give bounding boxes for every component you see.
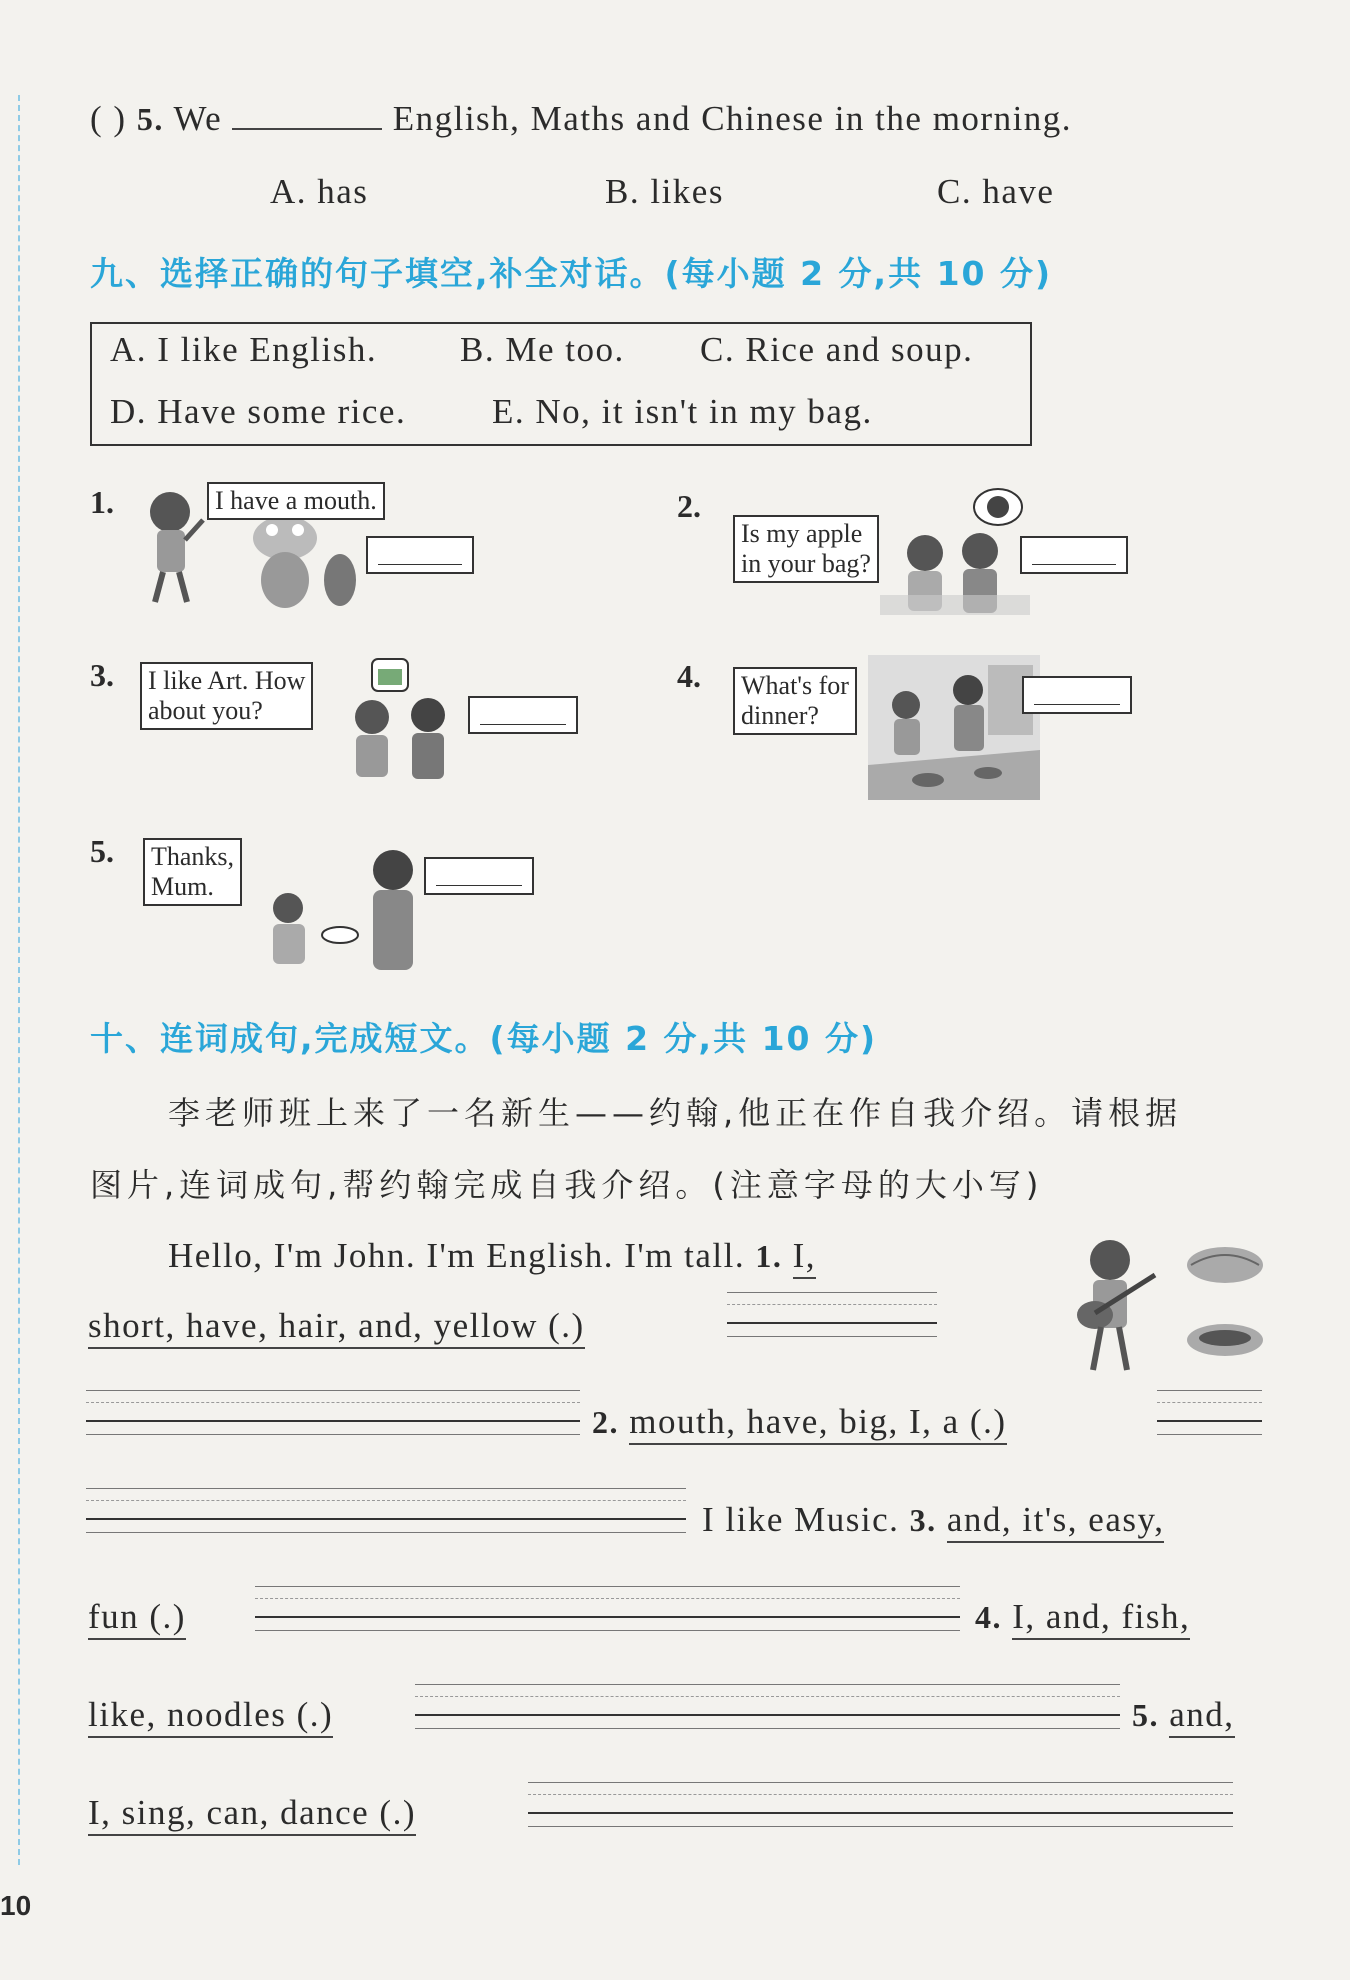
dialog5-answer-box[interactable] [424, 857, 534, 895]
dialog2-picture [880, 485, 1030, 620]
passage-q3-words-a: and, it's, easy, [947, 1500, 1165, 1543]
dialog3-bubble [140, 662, 313, 730]
dialog1-number: 1. [90, 484, 114, 520]
dialog3-answer-box[interactable] [468, 696, 578, 734]
dialog4-bubble-line2: dinner? [741, 701, 819, 730]
choice-d: D. Have some rice. [110, 392, 407, 431]
passage-start-text: Hello, I'm John. I'm English. I'm tall. [168, 1236, 746, 1275]
passage-middle-text: I like Music. [702, 1500, 900, 1539]
q5-option-b[interactable]: B. likes [605, 172, 724, 211]
q5-option-c[interactable]: C. have [937, 172, 1055, 211]
dialog3-picture [330, 655, 460, 785]
passage-q4 [975, 1597, 1190, 1637]
dialog4-bubble [733, 667, 857, 735]
section10-intro-line1: 李老师班上来了一名新生——约翰,他正在作自我介绍。请根据 [168, 1094, 1183, 1132]
passage-q4-number: 4. [975, 1599, 1002, 1635]
dialog2-number: 2. [677, 488, 701, 524]
q5-before: We [173, 99, 223, 138]
dialog3-number: 3. [90, 657, 114, 693]
passage-start [168, 1236, 816, 1276]
dialog1-answer-box[interactable] [366, 536, 474, 574]
choice-a: A. I like English. [110, 330, 378, 369]
section10-heading: 十、连词成句,完成短文。(每小题 2 分,共 10 分) [90, 1019, 878, 1058]
dialog3-bubble-line2: about you? [148, 696, 263, 725]
dialog2-bubble-line1: Is my apple [741, 519, 863, 548]
dialog5-picture [258, 840, 438, 980]
passage-q4-words-b [88, 1695, 333, 1735]
passage-q5-number: 5. [1132, 1697, 1159, 1733]
dialog1-bubble-line: I have a mouth. [215, 486, 377, 515]
dialog5-bubble-line1: Thanks, [151, 842, 235, 871]
dialog4-number: 4. [677, 658, 701, 694]
q5-paren: ( ) [90, 99, 127, 138]
passage-q3-words-b [88, 1597, 186, 1637]
passage-q1-words-a: I, [793, 1236, 816, 1279]
passage-q3-number: 3. [909, 1502, 937, 1538]
dialog4-answer-box[interactable] [1022, 676, 1132, 714]
john-picture [1065, 1235, 1275, 1380]
q5-words-b-text: I, sing, can, dance (.) [88, 1793, 416, 1836]
page-number: 10 [0, 1890, 32, 1921]
choice-c: C. Rice and soup. [700, 330, 974, 369]
q5-number: 5. [136, 101, 164, 137]
dialog3-bubble-line1: I like Art. How [148, 666, 306, 695]
section10-intro-line2: 图片,连词成句,帮约翰完成自我介绍。(注意字母的大小写) [90, 1166, 1044, 1204]
passage-q1-number: 1. [755, 1238, 783, 1274]
q1-words-b-text: short, have, hair, and, yellow (.) [88, 1306, 585, 1349]
section9-heading: 九、选择正确的句子填空,补全对话。(每小题 2 分,共 10 分) [90, 254, 1053, 293]
dialog5-number: 5. [90, 833, 114, 869]
q5-option-a[interactable]: A. has [270, 172, 369, 211]
q5-after: English, Maths and Chinese in the morning. [392, 99, 1073, 138]
dialog4-bubble-line1: What's for [741, 671, 849, 700]
passage-q2-words: mouth, have, big, I, a (.) [629, 1402, 1006, 1445]
choice-b: B. Me too. [460, 330, 625, 369]
dialog2-bubble-line2: in your bag? [741, 549, 871, 578]
q4-words-b-text: like, noodles (.) [88, 1695, 333, 1738]
q3-words-b-text: fun (.) [88, 1597, 186, 1640]
q5-blank[interactable] [232, 98, 382, 130]
passage-q2-number: 2. [592, 1404, 619, 1440]
dialog5-bubble [143, 838, 242, 906]
page-margin-line [18, 95, 20, 1865]
passage-q5-words-a: and, [1169, 1695, 1234, 1738]
passage-q1-words-b [88, 1306, 585, 1346]
dialog5-bubble-line2: Mum. [151, 872, 214, 901]
passage-q5 [1132, 1695, 1235, 1735]
passage-q2 [592, 1402, 1007, 1442]
passage-q4-words-a: I, and, fish, [1012, 1597, 1190, 1640]
passage-q5-words-b [88, 1793, 416, 1833]
dialog2-bubble [733, 515, 879, 583]
dialog4-picture [868, 655, 1040, 800]
q5-line [90, 98, 1072, 139]
dialog1-bubble [207, 482, 385, 520]
section9-choices-box [90, 322, 1032, 446]
passage-middle [702, 1500, 1164, 1540]
dialog2-answer-box[interactable] [1020, 536, 1128, 574]
choice-e: E. No, it isn't in my bag. [492, 392, 873, 431]
